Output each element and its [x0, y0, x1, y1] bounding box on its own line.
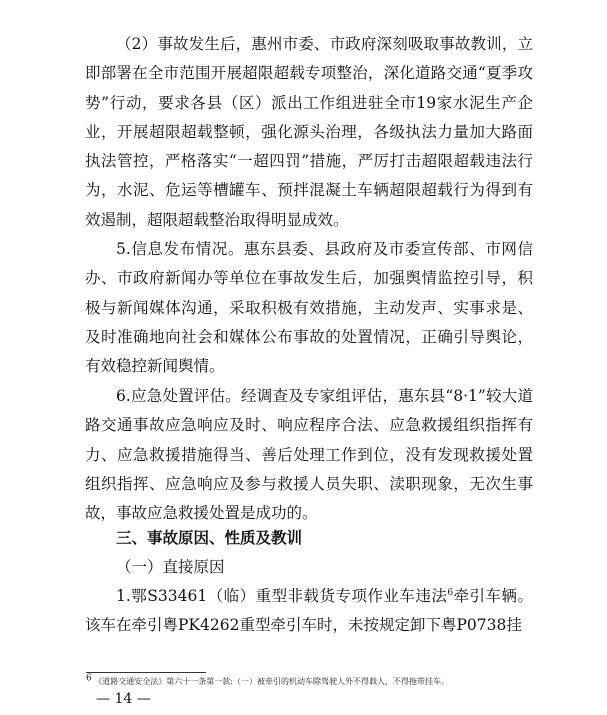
paragraph-emergency-evaluation: 6.应急处置评估。经调查及专家组评估，惠东县“8·1”较大道路交通事故应急响应及时、响应程序合法、应急救援组织指挥有力、应急救援措施得当、善后处理工作到位，没有发现救援处置组织指挥、应急响应及参与救援人员失职、渎职现象，无次生事故，事故应急救援处置是成功的。	[85, 387, 533, 523]
paragraph-direct-cause-1-rest: 牵引车辆。该车在牵引粤PK4262重型牵引车时，未按规定卸下粤P0738挂	[85, 587, 533, 635]
paragraph-information-release: 5.信息发布情况。惠东县委、县政府及市委宣传部、市网信办、市政府新闻办等单位在事故发生后，加强舆情监控引导，积极与新闻媒体沟通，采取积极有效措施，主动发声、实事求是、及时准确地向社会和媒体公布事故的处置情况，正确引导舆论，有效稳控新闻舆情。	[85, 240, 533, 376]
section-heading-causes: 三、事故原因、性质及教训	[116, 528, 303, 547]
subsection-heading-direct-cause: （一）直接原因	[116, 558, 225, 576]
footnote-marker: 6	[86, 673, 92, 684]
footnote-divider	[86, 672, 206, 673]
footnote-reference: 6	[447, 587, 454, 598]
footnote-text: 《道路交通安全法》第六十一条第一款:（一）被牵引的机动车除驾驶人外不得载人，不得拖带挂车。	[94, 677, 449, 686]
paragraph-emergency-response-2: （2）事故发生后，惠州市委、市政府深刻吸取事故教训，立即部署在全市范围开展超限超载专项整治，深化道路交通“夏季攻势”行动，要求各县（区）派出工作组进驻全市19家水泥生产企业，开展超限超载整顿，强化源头治理，各级执法力量加大路面执法管控，严格落实“一超四罚”措施，严厉打击超限超载违法行为，水泥、危运等槽罐车、预拌混凝土车辆超限超载行为得到有效遏制，超限超载整治取得明显成效。	[85, 35, 533, 229]
paragraph-direct-cause-1	[85, 582, 533, 641]
paragraph-direct-cause-1-start: 1.鄂S33461（临）重型非载货专项作业车违法	[116, 587, 448, 605]
page-number: — 14 —	[96, 691, 151, 707]
footnote	[86, 673, 449, 687]
